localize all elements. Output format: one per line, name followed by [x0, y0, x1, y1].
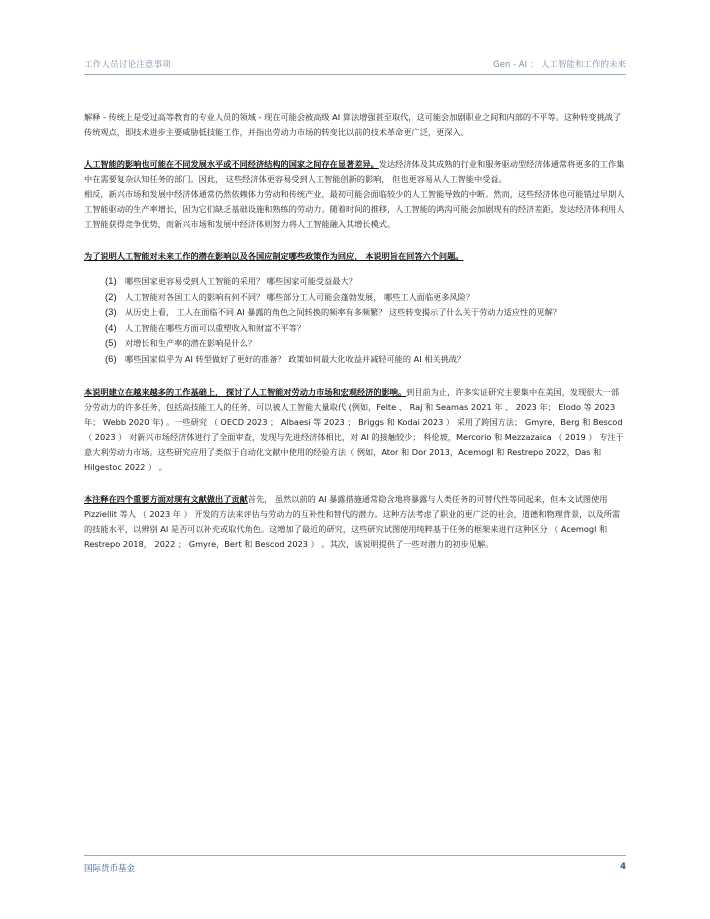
question-text: 人工智能对各国工人的影响有何不同？ 哪些部分工人可能会蓬勃发展， 哪些工人面临更多风险？ [125, 291, 475, 302]
question-number: (2) [105, 291, 117, 303]
header-divider [84, 74, 626, 75]
question-text: 从历史上看， 工人在面临不同 AI 暴露的角色之间转换的频率有多频繁？ 这些转变揭示了什么关于劳动力适应性的见解？ [125, 307, 561, 317]
question-text: 哪些国家似乎为 AI 转型做好了更好的准备？ 政策如何最大化收益并减轻可能的 AI 相关挑战？ [125, 353, 466, 364]
paragraph-2 [84, 157, 626, 187]
question-number: (1) [105, 276, 117, 287]
question-item [105, 336, 626, 352]
question-item [105, 290, 626, 306]
paragraph-2-body: 发达经济体及其成熟的行业和服务驱动型经济体通常将更多的工作集中在需要复杂认知任务的部门。因此， 这些经济体更容易受到人工智能创新的影响， 但也更容易从人工智能中受益。 [84, 159, 625, 184]
paragraph-5-lead: 本说明建立在越来越多的工作基础上， 探讨了人工智能对劳动力市场和宏观经济的影响。 [84, 387, 407, 397]
page-number: 4 [620, 862, 626, 872]
running-header-left: 工作人员讨论注意事项 [84, 60, 172, 70]
question-text: 人工智能在哪些方面可以重塑收入和财富不平等？ [125, 322, 306, 333]
question-number: (5) [105, 338, 117, 349]
question-text: 对增长和生产率的潜在影响是什么？ [125, 338, 257, 348]
page-body [84, 110, 626, 569]
paragraph-4 [84, 249, 626, 264]
paragraph-5 [84, 385, 626, 475]
question-list [84, 274, 626, 367]
question-item [105, 305, 626, 321]
paragraph-5-body: 到目前为止，许多实证研究主要集中在美国，发现很大一部分劳动力的许多任务，包括高技能工人的任务，可以被人工智能大量取代 (例如，Felte 、 Raj 和 Seamas 2021 年 、 2023 年； Elodo 等 2023 年； Webb 2020 年) 。一些研究 （ OECD 2023 ； Albaesi 等 2023 ； Briggs 和 Kodai 2023 ） 采用了跨国方法； Gmyre，Berg 和 Bescod （ 2023 ） 对新兴市场经济体进行了全面审查，发现与先进经济体相比，对 AI 的接触较少； 科伦坡，Mercorio 和 Mezzazaica （ 2019 ） 专注于意大利劳动力市场。这些研究应用了类似于自动化文献中使用的经验方法（ 例如，Ator 和 Dor 2013，Acemogl 和 Restrepo 2022，Das 和 Hilgestoc 2022 ） 。 [84, 387, 624, 472]
question-text: 哪些国家更容易受到人工智能的采用？ 哪些国家可能受益最大？ [125, 276, 357, 286]
question-number: (6) [105, 353, 117, 365]
paragraph-6 [84, 492, 626, 552]
footer-organization: 国际货币基金 [84, 864, 136, 874]
paragraph-3: 相反，新兴市场和发展中经济体通常仍然依赖体力劳动和传统产业，最初可能会面临较少的人工智能导致的中断。然而，这些经济体也可能错过早期人工智能驱动的生产率增长，因为它们缺乏基础设施和熟练的劳动力。随着时间的推移，人工智能的鸿沟可能会加剧现有的经济差距，发达经济体利用人工智能获得竞争优势，而新兴市场和发展中经济体则努力将人工智能融入其增长模式。 [84, 189, 625, 229]
question-number: (4) [105, 322, 117, 334]
question-item [105, 352, 626, 368]
paragraph-2-lead: 人工智能的影响也可能在不同发展水平或不同经济结构的国家之间存在显著差异。 [84, 159, 379, 169]
paragraph-6-lead: 本注释在四个重要方面对现有文献做出了贡献 [84, 494, 248, 504]
footer-divider [84, 855, 626, 856]
paragraph-6-body: 首先， 虽然以前的 AI 暴露措施通常隐含地将暴露与人类任务的可替代性等同起来，但本文试图使用 Pizziellit 等人 （ 2023 年 ） 开发的方法来评估与劳动力的互补性和替代的潜力。这种方法考虑了职业的更广泛的社会，道德和物理背景，以及所需的技能水平，以辨别 AI 是否可以补充或取代角色。这增加了最近的研究，这些研究试图使用纯粹基于任务的框架来进行这种区分 （ Acemogl 和 Restrepo 2018， 2022 ； Gmyre，Bert 和 Bescod 2023 ） 。其次，该说明提供了一些对潜力的初步见解。 [84, 494, 621, 549]
paragraph-1: 解释 - 传统上是受过高等教育的专业人员的领域 - 现在可能会被高级 AI 算法增强甚至取代，这可能会加剧职业之间和内部的不平等。这种转变挑战了传统观点，即技术进步主要威胁低技能工作，并指出劳动力市场的转变比以前的技术革命更广泛，更深入。 [84, 112, 622, 137]
question-item [105, 321, 626, 337]
question-number: (3) [105, 307, 117, 318]
question-item [105, 274, 626, 290]
paragraph-4-lead: 为了说明人工智能对未来工作的潜在影响以及各国应制定哪些政策作为回应， 本说明旨在回答六个问题。 [84, 251, 464, 261]
running-header-right: Gen - AI ： 人工智能和工作的未来 [493, 60, 626, 70]
